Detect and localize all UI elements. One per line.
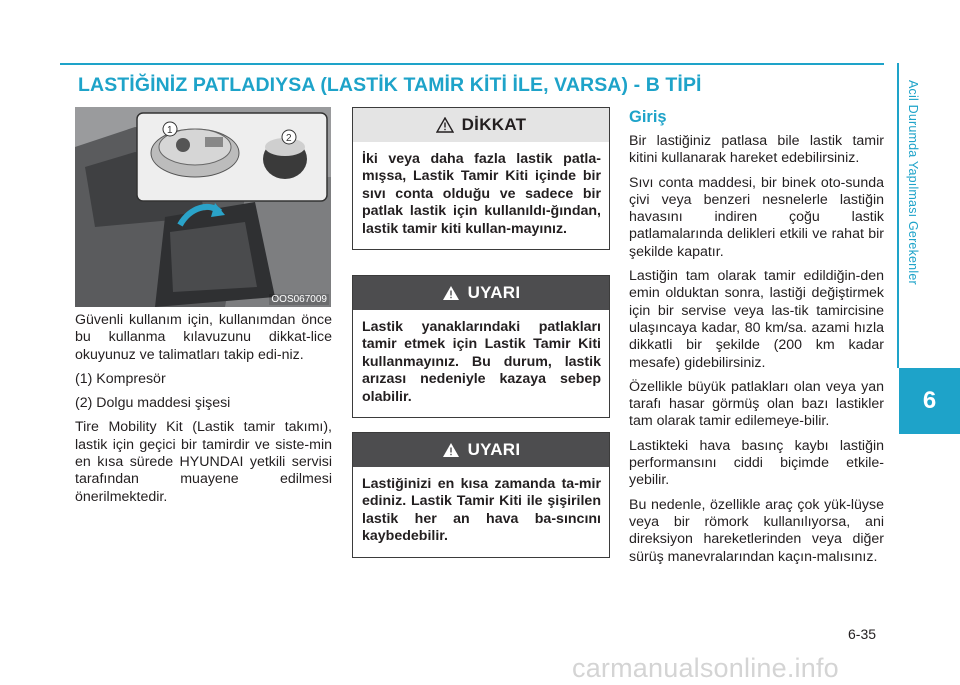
kit-note-paragraph: Tire Mobility Kit (Lastik tamir takımı), lastik için geçici bir tamirdir ve siste-min en kısa sürede HYUNDAI yetkili servisi tarafından muayene edilmesi önerilmektedir. <box>75 419 332 505</box>
warning-header <box>353 276 609 310</box>
callout-1-label: 1 <box>167 125 173 136</box>
intro-paragraph: Güvenli kullanım için, kullanımdan önce bu kullanma kılavuzunu dikkat-lice okuyunuz ve talimatları takip edi-niz. <box>75 312 332 363</box>
tire-repair-kit-photo <box>75 107 331 307</box>
body-paragraph: Bu nedenle, özellikle araç çok yük-lüyse veya bir römork kullanılıyorsa, ani direksiyon hareketlerinden veya diğer sürüş manevralarından kaçın-malısınız. <box>629 496 884 565</box>
warning-box-pressure <box>352 432 610 558</box>
warning-triangle-icon <box>442 442 460 458</box>
callout-2-label: 2 <box>286 133 292 144</box>
caution-heading: DİKKAT <box>461 115 527 134</box>
warning-triangle-icon <box>442 285 460 301</box>
caution-header <box>353 108 609 142</box>
page-title: LASTİĞİNİZ PATLADIYSA (LASTİK TAMİR KİTİ İLE, VARSA) - B TİPİ <box>78 74 702 96</box>
warning-box-sidewall <box>352 275 610 418</box>
warning-text: Lastik yanaklarındaki patlakları tamir etmek için Lastik Tamir Kiti kullanmayınız. Bu durum, lastik arızası nedeniyle kazaya sebep olabilir. <box>362 319 601 405</box>
body-paragraph: Bir lastiğiniz patlasa bile lastik tamir kitini kullanarak hareket edebilirsiniz. <box>629 133 884 167</box>
right-column <box>629 107 884 573</box>
warning-heading: UYARI <box>467 283 521 302</box>
warning-text: Lastiğinizi en kısa zamanda ta-mir ediniz. Lastik Tamir Kiti ile şişirilen lastik her an hava ba-sıncını kaybedebilir. <box>362 476 601 545</box>
warning-header <box>353 433 609 467</box>
left-column <box>75 312 332 513</box>
page-number: 6-35 <box>848 626 877 642</box>
component-2-label: (2) Dolgu maddesi şişesi <box>75 395 231 412</box>
section-heading: Giriş <box>629 108 667 126</box>
chapter-side-rule <box>897 63 899 368</box>
chapter-title: Acil Durumda Yapılması Gerekenler <box>906 80 920 285</box>
body-paragraph: Lastikteki hava basınç kaybı lastiğin performansını ciddi biçimde etkile-yebilir. <box>629 437 884 489</box>
component-1-label: (1) Kompresör <box>75 370 166 387</box>
chapter-number-tab: 6 <box>899 368 960 434</box>
body-paragraph: Sıvı conta maddesi, bir binek oto-sunda çivi veya benzeri nesnelerle lastiğin havasını indiren çoğu lastik patlamalarında delikleri etkili ve rahat bir şekilde kapatır. <box>629 174 884 260</box>
watermark: carmanualsonline.info <box>572 653 839 683</box>
caution-box <box>352 107 610 250</box>
vehicle-trunk-illustration <box>75 107 331 307</box>
body-paragraph: Lastiğin tam olarak tamir edildiğin-den emin olduktan sonra, lastiği değiştirmek için bir servise veya las-tik tamircisine ulaşıncaya kadar, 80 km/sa. azami hızla dikkatli bir şekilde (200 km kadar mesafe) gidebilirsiniz. <box>629 268 884 371</box>
warning-heading: UYARI <box>467 440 521 459</box>
body-paragraph: Özellikle büyük patlakları olan veya yan tarafı hasar görmüş olan bazı lastikler tam olarak tamir edilemeye-bilir. <box>629 378 884 430</box>
caution-triangle-icon <box>436 117 454 133</box>
figure-code: OOS067009 <box>271 294 327 305</box>
caution-text: İki veya daha fazla lastik patla-mışsa, Lastik Tamir Kiti içinde bir sıvı conta olduğu ve sadece bir patlak lastik için kullanıldı-ğından, lastik tamir kiti kullan-mayınız. <box>362 151 601 237</box>
header-rule <box>60 63 884 65</box>
